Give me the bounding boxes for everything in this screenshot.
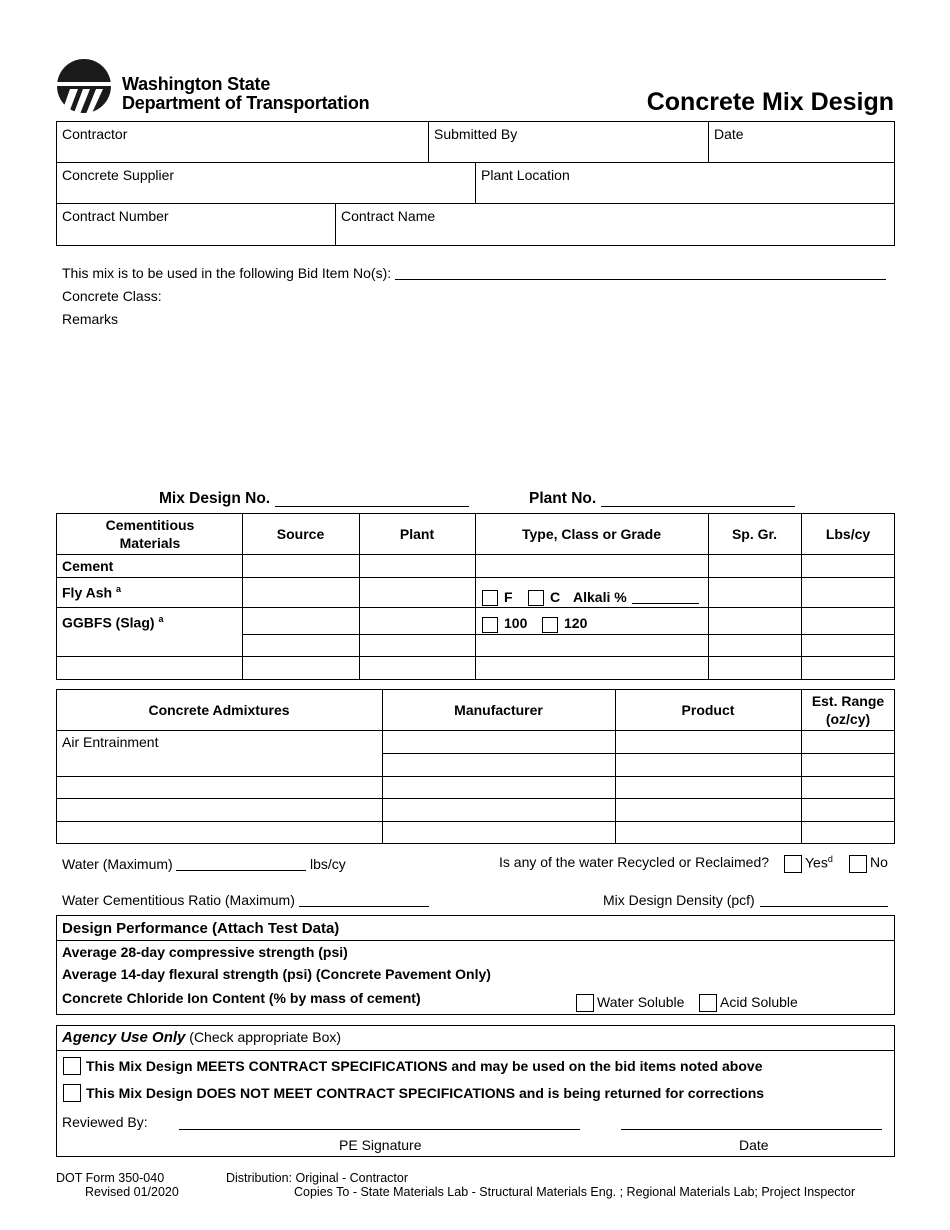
date-field[interactable]: Date (714, 126, 744, 142)
col-lbs-cy: Lbs/cy (825, 526, 871, 542)
concrete-supplier-field[interactable]: Concrete Supplier (62, 167, 175, 183)
bid-items-input[interactable] (395, 279, 886, 280)
col-type-class-grade: Type, Class or Grade (521, 526, 661, 542)
agency-name-line1: Washington State (122, 74, 271, 94)
mix-design-no-input[interactable] (275, 506, 469, 507)
wsdot-logo (56, 58, 112, 114)
fly-ash-c-checkbox[interactable] (528, 590, 544, 606)
recycled-no-label: No (870, 854, 888, 870)
not-meets-spec-label: This Mix Design DOES NOT MEET CONTRACT SPECIFICATIONS and is being returned for corrections (86, 1085, 765, 1101)
water-soluble-checkbox[interactable] (576, 994, 594, 1012)
water-unit: lbs/cy (310, 856, 346, 872)
review-date-input[interactable] (621, 1129, 882, 1130)
agency-name-line2: Department of Transportation (122, 93, 370, 113)
col-source: Source (276, 526, 325, 542)
recycled-yes-checkbox[interactable] (784, 855, 802, 873)
row-fly-ash: Fly Ash $^a$ (62, 584, 121, 601)
wc-ratio-label: Water Cementitious Ratio (Maximum) (62, 892, 295, 908)
row-ggbfs: GGBFS (Slag) $^a$ (62, 614, 164, 631)
water-max-input[interactable] (176, 870, 306, 871)
contract-number-field[interactable]: Contract Number (62, 208, 169, 224)
slag-120-label: 120 (564, 615, 588, 631)
meets-spec-checkbox[interactable] (63, 1057, 81, 1075)
row-air-entrainment: Air Entrainment (62, 734, 159, 750)
concrete-class-label: Concrete Class: (62, 288, 162, 304)
flexural-strength-label: Average 14-day flexural strength (psi) (Concrete Pavement Only) (62, 966, 491, 982)
col-cementitious: Cementitious Materials (105, 517, 195, 551)
col-manufacturer: Manufacturer (454, 702, 543, 718)
density-input[interactable] (760, 906, 888, 907)
plant-no-input[interactable] (601, 506, 795, 507)
meets-spec-label: This Mix Design MEETS CONTRACT SPECIFICATIONS and may be used on the bid items noted above (86, 1058, 763, 1074)
chloride-ion-label: Concrete Chloride Ion Content (% by mass of cement) (62, 990, 421, 1006)
acid-soluble-checkbox[interactable] (699, 994, 717, 1012)
col-admixtures: Concrete Admixtures (148, 702, 290, 718)
fly-ash-c-label: C (550, 589, 561, 605)
copies-to: Copies To - State Materials Lab - Structural Materials Eng. ; Regional Materials Lab; Project Inspector (294, 1185, 856, 1199)
plant-no-label: Plant No. (529, 490, 597, 507)
water-max-label: Water (Maximum) (62, 856, 173, 872)
water-soluble-label: Water Soluble (597, 994, 685, 1010)
slag-100-label: 100 (504, 615, 528, 631)
wc-ratio-input[interactable] (299, 906, 429, 907)
col-plant: Plant (399, 526, 435, 542)
alkali-label: Alkali % (573, 589, 627, 605)
review-date-caption: Date (739, 1137, 769, 1153)
contractor-field[interactable]: Contractor (62, 126, 128, 142)
col-sp-gr: Sp. Gr. (731, 526, 778, 542)
col-est-range: Est. Range (oz/cy) (811, 693, 885, 727)
fly-ash-f-checkbox[interactable] (482, 590, 498, 606)
pe-signature-caption: PE Signature (339, 1137, 422, 1153)
compressive-strength-label: Average 28-day compressive strength (psi) (62, 944, 348, 960)
col-product: Product (681, 702, 735, 718)
row-cement: Cement (62, 558, 114, 574)
distribution: Distribution: Original - Contractor (226, 1171, 409, 1185)
plant-location-field[interactable]: Plant Location (481, 167, 570, 183)
performance-title: Design Performance (Attach Test Data) (62, 920, 340, 937)
slag-120-checkbox[interactable] (542, 617, 558, 633)
revised-date: Revised 01/2020 (85, 1185, 179, 1199)
recycled-no-checkbox[interactable] (849, 855, 867, 873)
density-label: Mix Design Density (pcf) (603, 892, 755, 908)
recycled-question: Is any of the water Recycled or Reclaimed? (499, 854, 770, 870)
reviewed-by-label: Reviewed By: (62, 1114, 148, 1130)
bid-items-label: This mix is to be used in the following Bid Item No(s): (62, 265, 392, 281)
pe-signature-input[interactable] (179, 1129, 580, 1130)
agency-use-title: Agency Use Only (Check appropriate Box) (62, 1029, 342, 1046)
mix-design-no-label: Mix Design No. (159, 490, 271, 507)
recycled-yes-label: Yes$^d$ (805, 854, 833, 871)
alkali-input[interactable] (632, 603, 699, 604)
acid-soluble-label: Acid Soluble (720, 994, 798, 1010)
contract-name-field[interactable]: Contract Name (341, 208, 436, 224)
not-meets-spec-checkbox[interactable] (63, 1084, 81, 1102)
form-number: DOT Form 350-040 (56, 1171, 165, 1185)
fly-ash-f-label: F (504, 589, 513, 605)
submitted-by-field[interactable]: Submitted By (434, 126, 518, 142)
page-title: Concrete Mix Design (646, 88, 894, 116)
slag-100-checkbox[interactable] (482, 617, 498, 633)
remarks-label: Remarks (62, 311, 119, 327)
